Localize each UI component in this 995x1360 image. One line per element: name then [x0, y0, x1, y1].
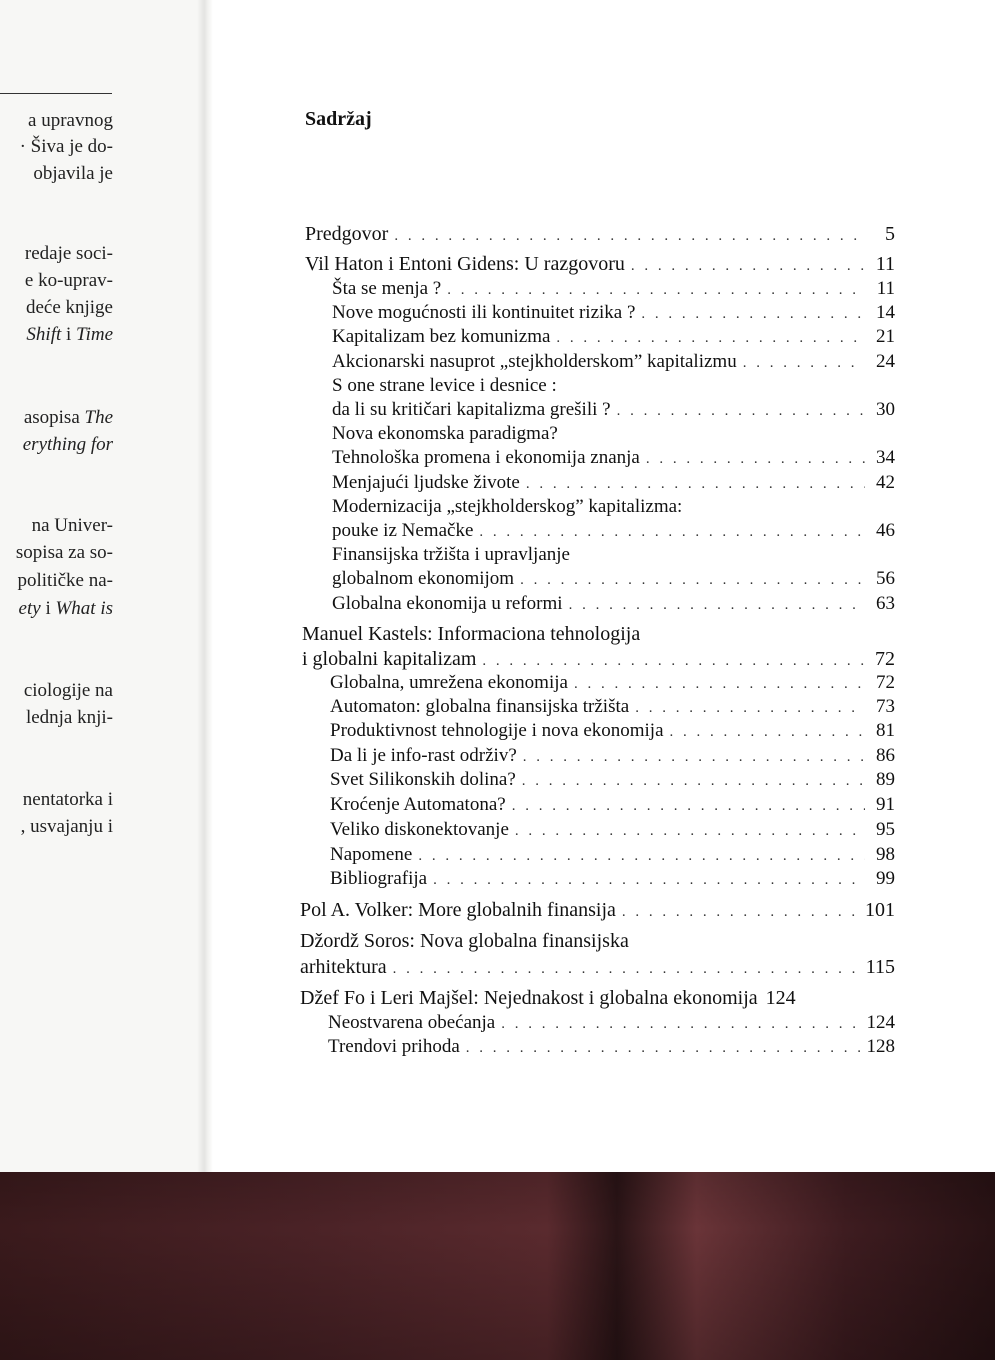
left-page-line: asopisa The — [23, 407, 113, 428]
toc-entry: arhitektura . . . 115 — [300, 955, 895, 979]
left-page-line: redaje soci- — [24, 243, 113, 264]
left-page-line: erything for — [22, 434, 113, 455]
toc-entry: Finansijska tržišta i upravljanje — [332, 544, 570, 565]
left-page-line: , usvajanju i — [20, 816, 113, 837]
toc-entry: Nova ekonomska paradigma? — [332, 423, 558, 444]
book-gutter — [197, 0, 213, 1172]
toc-entry: pouke iz Nemačke . . . 46 — [332, 519, 895, 543]
left-page — [0, 0, 205, 1172]
toc-entry: Svet Silikonskih dolina? . . . 89 — [330, 768, 895, 792]
toc-entry: Menjajući ljudske živote . . . 42 — [332, 471, 895, 495]
toc-entry: Kroćenje Automatona? . . . 91 — [330, 793, 895, 817]
toc-entry: Tehnološka promena i ekonomija znanja . . . 34 — [332, 446, 895, 470]
toc-entry: Automaton: globalna finansijska tržišta . . . 73 — [330, 695, 895, 719]
left-page-line: deće knjige — [25, 297, 113, 318]
toc-entry: Globalna, umrežena ekonomija . . . 72 — [330, 671, 895, 695]
left-page-line: nentatorka i — [22, 789, 113, 810]
toc-entry: Predgovor . . . 5 — [305, 222, 895, 246]
left-page-line: sopisa za so- — [15, 542, 113, 563]
book-cover-edge — [0, 1172, 995, 1360]
left-page-line: na Univer- — [31, 515, 113, 536]
left-page-line: ciologije na — [23, 680, 113, 701]
toc-title: Sadržaj — [305, 108, 372, 130]
left-page-line: objavila je — [33, 163, 113, 184]
left-page-line: Shift i Time — [26, 324, 113, 345]
toc-entry: Džordž Soros: Nova globalna finansijska — [300, 930, 629, 952]
toc-entry: Modernizacija „stejkholderskog” kapitalizma: — [332, 496, 683, 517]
left-page-line: političke na- — [17, 570, 113, 591]
toc-entry: Akcionarski nasuprot „stejkholderskom” kapitalizmu . . . 24 — [332, 350, 895, 374]
left-page-line: e ko-uprav- — [24, 270, 113, 291]
toc-entry: Produktivnost tehnologije i nova ekonomija . . . 81 — [330, 719, 895, 743]
toc-entry: Da li je info-rast održiv? . . . 86 — [330, 744, 895, 768]
left-page-rule — [0, 93, 112, 94]
toc-entry: Džef Fo i Leri Majšel: Nejednakost i globalna ekonomija 124 — [300, 987, 796, 1009]
toc-entry: Globalna ekonomija u reformi . . . 63 — [332, 592, 895, 616]
toc-entry: globalnom ekonomijom . . . 56 — [332, 567, 895, 591]
toc-entry: i globalni kapitalizam . . . 72 — [302, 647, 895, 671]
toc-entry: Manuel Kastels: Informaciona tehnologija — [302, 623, 641, 645]
toc-entry: Bibliografija . . . 99 — [330, 867, 895, 891]
toc-entry: Šta se menja ? . . . 11 — [332, 277, 895, 301]
toc-entry: Kapitalizam bez komunizma . . . 21 — [332, 325, 895, 349]
toc-entry: S one strane levice i desnice : — [332, 375, 557, 396]
toc-entry: Trendovi prihoda . . . 128 — [328, 1035, 895, 1059]
toc-entry: da li su kritičari kapitalizma grešili ? . . . 30 — [332, 398, 895, 422]
left-page-line: a upravnog — [28, 110, 113, 131]
toc-entry: Pol A. Volker: More globalnih finansija . . . 101 — [300, 898, 895, 922]
toc-entry: Vil Haton i Entoni Gidens: U razgovoru . . . 11 — [305, 252, 895, 276]
left-page-line: lednja knji- — [25, 707, 113, 728]
left-page-line: ety i What is — [18, 598, 113, 619]
toc-entry: Veliko diskonektovanje . . . 95 — [330, 818, 895, 842]
toc-entry: Nove mogućnosti ili kontinuitet rizika ? . . . 14 — [332, 301, 895, 325]
left-page-line: · Šiva je do- — [19, 136, 113, 157]
toc-entry: Napomene . . . 98 — [330, 843, 895, 867]
toc-entry: Neostvarena obećanja . . . 124 — [328, 1011, 895, 1035]
